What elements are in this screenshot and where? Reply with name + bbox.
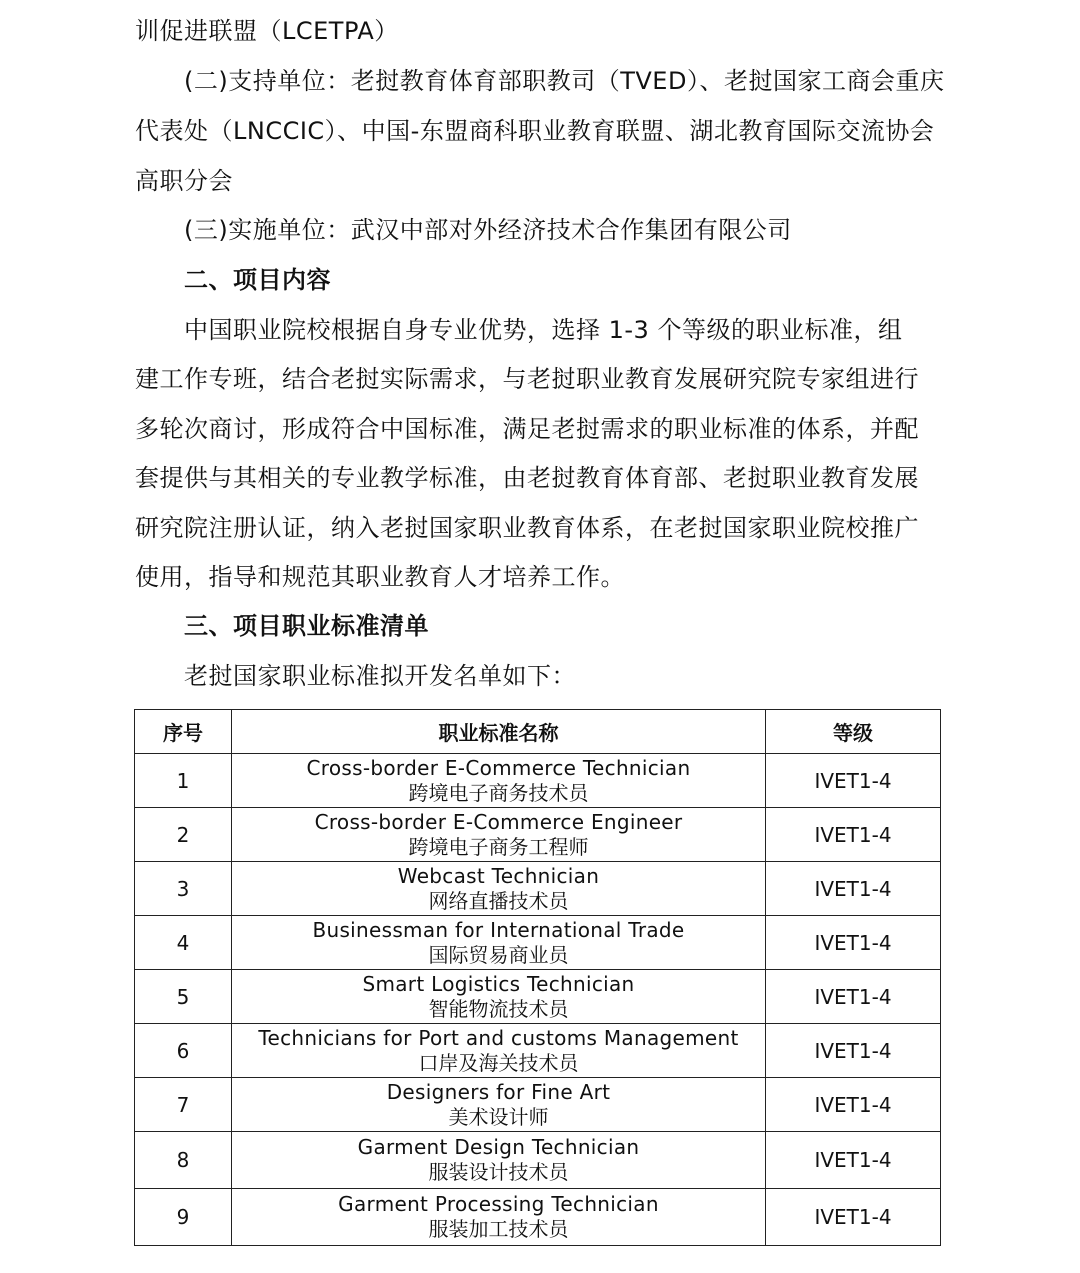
cell-no: 2 [135, 808, 232, 862]
cell-name [232, 1024, 766, 1078]
header-level: 等级 [766, 710, 941, 754]
cell-no: 9 [135, 1189, 232, 1246]
paragraph-line: 多轮次商讨，形成符合中国标准，满足老挝需求的职业标准的体系，并配 [135, 415, 919, 443]
cell-no: 6 [135, 1024, 232, 1078]
name-en: Garment Processing Technician [338, 1192, 659, 1216]
table-row [135, 970, 941, 1024]
name-cn: 美术设计师 [448, 1104, 549, 1129]
cell-no: 4 [135, 916, 232, 970]
name-cn: 服装加工技术员 [428, 1217, 569, 1241]
name-en: Designers for Fine Art [386, 1079, 611, 1104]
cell-name [232, 1132, 766, 1189]
text-line: 高职分会 [135, 167, 233, 195]
name-cn: 服装设计技术员 [428, 1160, 569, 1184]
table-row [135, 1024, 941, 1078]
text-line: 训促进联盟（LCETPA） [135, 17, 399, 45]
paragraph-line: 建工作专班，结合老挝实际需求，与老挝职业教育发展研究院专家组进行 [135, 365, 919, 393]
name-cn: 网络直播技术员 [428, 888, 569, 913]
name-cn: 跨境电子商务工程师 [408, 834, 589, 859]
name-en: Garment Design Technician [357, 1135, 640, 1159]
name-cn: 国际贸易商业员 [428, 942, 569, 967]
table-row [135, 916, 941, 970]
cell-name [232, 808, 766, 862]
name-en: Cross-border E-Commerce Technician [306, 755, 691, 780]
paragraph-line: 中国职业院校根据自身专业优势，选择 1-3 个等级的职业标准，组 [184, 316, 903, 344]
table-row [135, 1078, 941, 1132]
cell-no: 3 [135, 862, 232, 916]
header-name: 职业标准名称 [232, 710, 766, 754]
name-cn: 口岸及海关技术员 [418, 1050, 579, 1075]
cell-level: IVET1-4 [766, 916, 941, 970]
cell-level: IVET1-4 [766, 970, 941, 1024]
cell-level: IVET1-4 [766, 1078, 941, 1132]
standards-table [134, 709, 941, 1246]
cell-name [232, 1189, 766, 1246]
name-en: Businessman for International Trade [312, 917, 685, 942]
table-row [135, 1132, 941, 1189]
cell-no: 5 [135, 970, 232, 1024]
cell-level: IVET1-4 [766, 808, 941, 862]
cell-no: 8 [135, 1132, 232, 1189]
cell-no: 7 [135, 1078, 232, 1132]
table-row [135, 754, 941, 808]
cell-level: IVET1-4 [766, 862, 941, 916]
table-row [135, 808, 941, 862]
table-row [135, 1189, 941, 1246]
paragraph-line: 套提供与其相关的专业教学标准，由老挝教育体育部、老挝职业教育发展 [135, 464, 919, 492]
list-intro: 老挝国家职业标准拟开发名单如下： [184, 662, 576, 690]
name-en: Smart Logistics Technician [362, 971, 635, 996]
header-no: 序号 [135, 710, 232, 754]
cell-level: IVET1-4 [766, 1189, 941, 1246]
supporting-units-line: (二)支持单位：老挝教育体育部职教司（TVED）、老挝国家工商会重庆 [184, 67, 945, 95]
cell-name [232, 970, 766, 1024]
cell-level: IVET1-4 [766, 1024, 941, 1078]
cell-no: 1 [135, 754, 232, 808]
table-header-row [135, 710, 941, 754]
cell-level: IVET1-4 [766, 754, 941, 808]
name-cn: 智能物流技术员 [428, 996, 569, 1021]
paragraph-line: 使用，指导和规范其职业教育人才培养工作。 [135, 563, 625, 591]
paragraph-line: 研究院注册认证，纳入老挝国家职业教育体系，在老挝国家职业院校推广 [135, 514, 919, 542]
cell-name [232, 916, 766, 970]
cell-name [232, 1078, 766, 1132]
cell-level: IVET1-4 [766, 1132, 941, 1189]
implementing-unit-line: (三)实施单位：武汉中部对外经济技术合作集团有限公司 [184, 216, 792, 244]
text-line: 代表处（LNCCIC）、中国-东盟商科职业教育联盟、湖北教育国际交流协会 [135, 117, 935, 145]
table-row [135, 862, 941, 916]
name-en: Technicians for Port and customs Management [258, 1025, 739, 1050]
section-heading-list: 三、项目职业标准清单 [184, 612, 429, 640]
name-cn: 跨境电子商务技术员 [408, 780, 589, 805]
cell-name [232, 862, 766, 916]
section-heading-content: 二、项目内容 [184, 266, 331, 294]
name-en: Cross-border E-Commerce Engineer [314, 809, 683, 834]
name-en: Webcast Technician [397, 863, 600, 888]
cell-name [232, 754, 766, 808]
